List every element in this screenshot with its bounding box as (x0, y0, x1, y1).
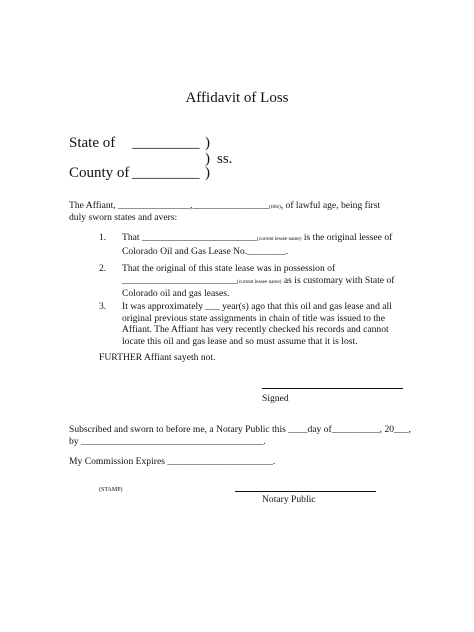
item-2-line-2b: as is customary with State of (281, 274, 395, 286)
item-3-text (122, 301, 422, 347)
item-2-line-3: Colorado oil and gas leases. (122, 288, 230, 300)
item-3-number: 3. (99, 301, 107, 312)
item-2-line-2a: ________________________ (122, 274, 238, 286)
intro-title-hint: (title) (269, 204, 281, 210)
item-1-line-1b: is the original lessee of (301, 232, 393, 243)
by-line: by ______________________________________. (69, 436, 266, 447)
item-1-line-2: Colorado Oil and Gas Lease No.________. (122, 245, 288, 257)
further-statement: FURTHER Affiant sayeth not. (99, 352, 216, 363)
item-3-line-2: original previous state assignments in chain of title was issued to the (122, 312, 385, 324)
item-1-line-1a: That ________________________ (122, 232, 258, 243)
item-2-number: 2. (99, 263, 107, 274)
item-2-text (122, 263, 412, 300)
ss-text: ss. (217, 151, 233, 167)
item-1-lessee-hint: (current lessee name) (257, 236, 302, 242)
commission-expires-line: My Commission Expires ______________________. (69, 456, 276, 467)
ss-paren: ) (205, 151, 210, 167)
notary-signature-line (235, 491, 376, 492)
state-paren: ) (205, 135, 210, 151)
document-title: Affidavit of Loss (185, 90, 289, 106)
item-2-line-1: That the original of this state lease was in possession of (122, 263, 336, 274)
state-label: State of (69, 135, 116, 151)
signed-label: Signed (262, 393, 289, 404)
notary-public-label: Notary Public (262, 494, 316, 505)
state-blank: _________ (132, 135, 200, 151)
item-1-text (122, 232, 412, 257)
intro-text-b: , of lawful age, being first (280, 200, 381, 211)
item-3-line-3: Affiant. The Affiant has very recently checked his records and cannot (122, 324, 389, 336)
stamp-label: (STAMP) (99, 487, 123, 493)
item-3-line-1: It was approximately ___ year(s) ago that this oil and gas lease and all (122, 301, 392, 312)
county-label: County of (69, 165, 130, 181)
intro-text-a: The Affiant, _______________,________________ (69, 200, 270, 211)
signature-line (262, 388, 403, 389)
item-3-line-4: locate this oil and gas lease and so must assume that it is lost. (122, 335, 358, 347)
subscribed-line: Subscribed and sworn to before me, a Notary Public this ____day of__________, 20___, (69, 424, 411, 435)
county-blank: _________ (132, 165, 200, 181)
intro-line-2: duly sworn states and avers: (69, 212, 178, 223)
item-1-number: 1. (99, 232, 107, 243)
county-paren: ) (205, 165, 210, 181)
item-2-lessee-hint: (current lessee name) (237, 278, 282, 285)
